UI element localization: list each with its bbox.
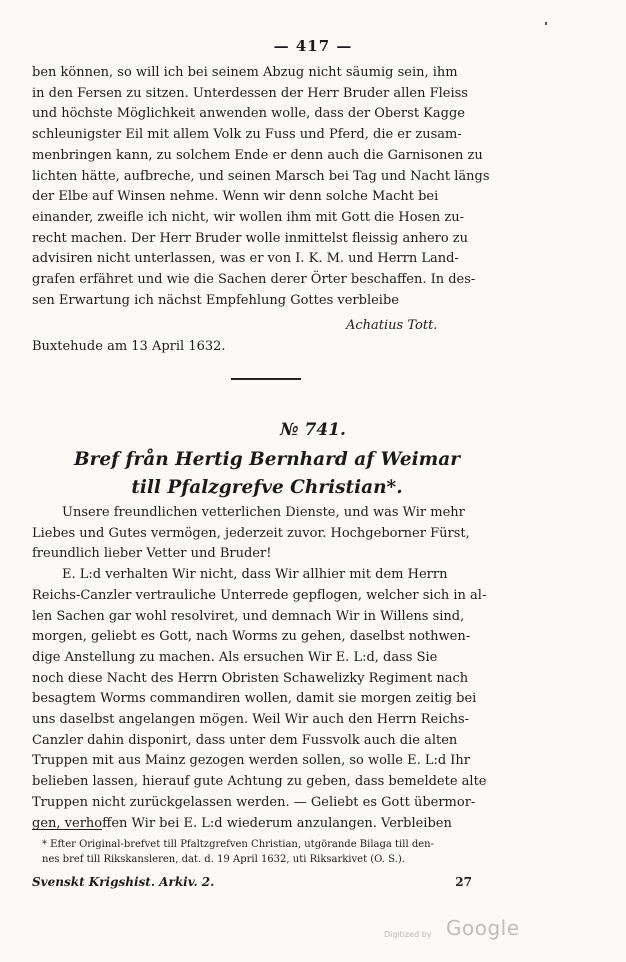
signature: Achatius Tott. [346, 318, 438, 333]
text-line: E. L:d verhalten Wir nicht, dass Wir allhier mit dem Herrn [62, 567, 448, 583]
title-line: Bref från Hertig Bernhard af Weimar [73, 449, 460, 470]
watermark-logo-text: Google [446, 916, 520, 940]
text-line: uns daselbst angelangen mögen. Weil Wir auch den Herrn Reichs- [32, 712, 470, 728]
text-line: Reichs-Canzler vertrauliche Unterrede gepflogen, welcher sich in al- [32, 587, 487, 603]
text-line: noch diese Nacht des Herrn Obristen Schawelizky Regiment nach [32, 670, 469, 686]
text-line: lichten hätte, aufbreche, und seinen Marsch bei Tag und Nacht längs [32, 168, 490, 184]
text-line: gen, verhoffen Wir bei E. L:d wiederum anzulangen. Verbleiben [32, 815, 452, 831]
text-line: freundlich lieber Vetter und Bruder! [32, 546, 272, 562]
text-line: grafen erfähret und wie die Sachen derer Örter beschaffen. In des- [32, 272, 476, 288]
text-line: recht machen. Der Herr Bruder wolle inmittelst fleissig anhero zu [32, 230, 469, 246]
scan-speck [545, 22, 547, 25]
text-line: der Elbe auf Winsen nehme. Wenn wir denn solche Macht bei [32, 189, 439, 205]
title-line: till Pfalzgrefve Christian*. [131, 477, 403, 498]
footnote-line: * Efter Original-brefvet till Pfaltzgrefven Christian, utgörande Bilaga till den- [42, 839, 434, 850]
footnote [42, 837, 502, 867]
text-line: schleunigster Eil mit allem Volk zu Fuss und Pferd, die er zusam- [32, 127, 462, 143]
text-line: besagtem Worms commandiren wollen, damit sie morgen zeitig bei [32, 691, 477, 707]
series-title: Svenskt Krigshist. Arkiv. 2. [32, 875, 215, 889]
text-line: len Sachen gar wohl resolviret, und demnach Wir in Willens sind, [32, 608, 465, 624]
text-line: Liebes und Gutes vermögen, jederzeit zuvor. Hochgeborner Fürst, [32, 525, 470, 541]
footnote-divider [32, 829, 102, 830]
page-number: — 417 — [273, 37, 353, 55]
text-line: dige Anstellung zu machen. Als ersuchen Wir E. L:d, dass Sie [32, 649, 438, 665]
text-line: belieben lassen, hierauf gute Achtung zu geben, dass bemeldete alte [32, 774, 487, 790]
text-line: menbringen kann, zu solchem Ende er denn auch die Garnisonen zu [32, 147, 483, 163]
text-line: Truppen mit aus Mainz gezogen werden sollen, so wolle E. L:d Ihr [32, 753, 471, 769]
page-footer [32, 875, 472, 889]
section-divider [231, 378, 301, 380]
text-line: Truppen nicht zurückgelassen werden. — Geliebt es Gott übermor- [32, 794, 476, 810]
sheet-number: 27 [455, 875, 472, 889]
text-line: sen Erwartung ich nächst Empfehlung Gottes verbleibe [32, 292, 399, 308]
text-line: ben können, so will ich bei seinem Abzug nicht säumig sein, ihm [32, 65, 458, 80]
digitization-watermark [384, 916, 534, 946]
letter-title [32, 446, 502, 502]
text-line: Canzler dahin disponirt, dass unter dem Fussvolk auch die alten [32, 732, 458, 748]
letter-number: № 741. [280, 420, 346, 440]
letter-body [32, 503, 502, 834]
place-date: Buxtehude am 13 April 1632. [32, 339, 226, 354]
text-line: Unsere freundlichen vetterlichen Dienste, und was Wir mehr [62, 505, 465, 520]
text-line: und höchste Möglichkeit anwenden wolle, dass der Oberst Kagge [32, 106, 465, 122]
previous-letter-body [32, 63, 502, 311]
footnote-line: nes bref till Rikskansleren, dat. d. 19 April 1632, uti Riksarkivet (O. S.). [42, 854, 405, 865]
text-line: advisiren nicht unterlassen, was er von I. K. M. und Herrn Land- [32, 251, 459, 267]
text-line: in den Fersen zu sitzen. Unterdessen der Herr Bruder allen Fleiss [32, 85, 468, 101]
text-line: morgen, geliebt es Gott, nach Worms zu gehen, daselbst nothwen- [32, 629, 471, 645]
text-line: einander, zweifle ich nicht, wir wollen ihm mit Gott die Hosen zu- [32, 209, 465, 225]
watermark-small-text: Digitized by [384, 930, 432, 939]
